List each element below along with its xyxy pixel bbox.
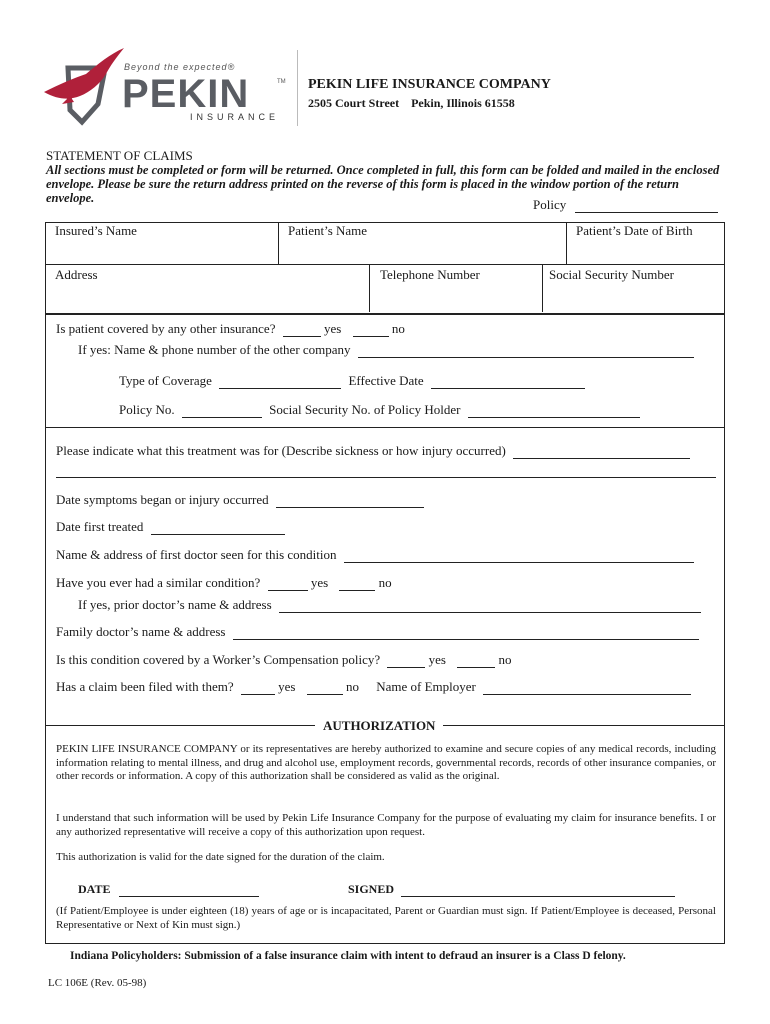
policy-no-input[interactable] [182, 403, 262, 418]
family-doctor-label: Family doctor’s name & address [56, 624, 226, 639]
brand-subtitle: INSURANCE [190, 112, 280, 122]
policy-holder-row [119, 402, 640, 418]
form-title: STATEMENT OF CLAIMS [46, 148, 193, 163]
treatment-description-input[interactable] [513, 444, 690, 459]
telephone-field[interactable]: Telephone Number [380, 267, 480, 282]
info-box-row-divider [45, 264, 725, 265]
brand-name: PEKIN [122, 72, 250, 116]
similar-condition-label: Have you ever had a similar condition? [56, 575, 261, 590]
workers-comp-row [56, 652, 511, 668]
eagle-shield-icon [40, 44, 130, 134]
ssn-holder-input[interactable] [468, 403, 640, 418]
policy-input[interactable] [575, 198, 718, 213]
company-name: PEKIN LIFE INSURANCE COMPANY [308, 77, 551, 92]
minor-signature-note: (If Patient/Employee is under eighteen (18) years of age or is incapacitated, Parent or Guardian must sign. If Patient/Employee is deceased, Personal Representative or Next of Kin must sign.) [56, 905, 716, 931]
treatment-description-label: Please indicate what this treatment was for (Describe sickness or how injury occurred) [56, 443, 506, 458]
date-symptoms-row [56, 492, 424, 508]
prior-doctor-input[interactable] [279, 598, 701, 613]
policy-field [533, 197, 718, 213]
other-company-label: If yes: Name & phone number of the other company [78, 342, 351, 357]
insured-name-field[interactable]: Insured’s Name [55, 223, 137, 238]
other-insurance-row [56, 321, 405, 337]
form-instructions: All sections must be completed or form will be returned. Once completed in full, this form can be folded and mailed in the enclosed envelope. Please be sure the return address printed on the reverse of this form is placed in the window portion of the return envelope. [46, 163, 720, 205]
employer-input[interactable] [483, 680, 691, 695]
employer-label: Name of Employer [376, 679, 476, 694]
date-symptoms-label: Date symptoms began or injury occurred [56, 492, 269, 507]
claim-filed-label: Has a claim been filed with them? [56, 679, 234, 694]
ssn-holder-label: Social Security No. of Policy Holder [269, 402, 461, 417]
info-box-col-divider [369, 264, 370, 312]
company-address: 2505 Court Street Pekin, Illinois 61558 [308, 96, 515, 110]
effective-date-label: Effective Date [348, 373, 424, 388]
other-insurance-no-label: no [391, 321, 405, 336]
prior-doctor-label: If yes, prior doctor’s name & address [78, 597, 272, 612]
signed-row [348, 882, 675, 897]
workers-comp-yes-label: yes [428, 652, 446, 667]
info-box-col-divider [542, 264, 543, 312]
authorization-title: AUTHORIZATION [315, 718, 443, 734]
info-box-col-divider [278, 222, 279, 264]
claim-filed-yes-input[interactable] [241, 680, 275, 695]
signed-label: SIGNED [348, 882, 395, 896]
header-divider [297, 50, 298, 126]
date-first-treated-input[interactable] [151, 520, 285, 535]
date-label: DATE [78, 882, 111, 896]
authorization-paragraph-3: This authorization is valid for the date signed for the duration of the claim. [56, 851, 385, 863]
brand-tagline: Beyond the expected® [124, 62, 236, 72]
address-field[interactable]: Address [55, 267, 98, 282]
date-input[interactable] [119, 882, 259, 897]
other-insurance-question: Is patient covered by any other insurance? [56, 321, 276, 336]
other-insurance-yes-label: yes [323, 321, 342, 336]
claim-filed-no-input[interactable] [307, 680, 343, 695]
prior-doctor-row [78, 597, 701, 613]
indiana-notice: Indiana Policyholders: Submission of a false insurance claim with intent to defraud an insurer is a Class D felony. [70, 950, 626, 962]
treatment-description-input-line2[interactable] [56, 463, 716, 478]
date-first-treated-label: Date first treated [56, 519, 144, 534]
signature-input[interactable] [401, 882, 675, 897]
workers-comp-label: Is this condition covered by a Worker’s Compensation policy? [56, 652, 381, 667]
treatment-description-row [56, 443, 690, 459]
info-box-col-divider [566, 222, 567, 264]
workers-comp-no-label: no [498, 652, 512, 667]
policy-label: Policy [533, 197, 567, 212]
other-insurance-no-input[interactable] [353, 322, 389, 337]
trademark-mark: TM [277, 79, 286, 85]
date-first-treated-row [56, 519, 285, 535]
coverage-row [119, 373, 585, 389]
other-company-input[interactable] [358, 343, 694, 358]
date-signature-row [78, 882, 259, 897]
similar-condition-yes-input[interactable] [268, 576, 308, 591]
other-company-row [78, 342, 694, 358]
similar-condition-yes-label: yes [310, 575, 329, 590]
type-of-coverage-input[interactable] [219, 374, 341, 389]
claim-filed-yes-label: yes [278, 679, 296, 694]
family-doctor-row [56, 624, 699, 640]
claim-filed-row [56, 679, 691, 695]
authorization-paragraph-1: PEKIN LIFE INSURANCE COMPANY or its representatives are hereby authorized to examine and secure copies of any medical records, including information relating to mental illness, and drug and alcohol use, employment records, governmental records, records of other insurance companies, or other records or information. A copy of this authorization shall be considered as valid as the original. [56, 743, 716, 782]
authorization-paragraph-2: I understand that such information will be used by Pekin Life Insurance Company for the purpose of evaluating my claim for insurance benefits. I or any authorized representative will receive a copy of this authorization upon request. [56, 812, 716, 838]
workers-comp-yes-input[interactable] [387, 653, 425, 668]
policy-no-label: Policy No. [119, 402, 175, 417]
similar-condition-row [56, 575, 392, 591]
other-insurance-yes-input[interactable] [283, 322, 321, 337]
type-of-coverage-label: Type of Coverage [119, 373, 212, 388]
similar-condition-no-label: no [378, 575, 392, 590]
effective-date-input[interactable] [431, 374, 585, 389]
similar-condition-no-input[interactable] [339, 576, 375, 591]
ssn-field[interactable]: Social Security Number [549, 267, 674, 282]
section-divider [45, 427, 725, 428]
claim-filed-no-label: no [345, 679, 359, 694]
patient-name-field[interactable]: Patient’s Name [288, 223, 368, 238]
first-doctor-row [56, 547, 694, 563]
date-symptoms-input[interactable] [276, 493, 424, 508]
first-doctor-input[interactable] [344, 548, 694, 563]
family-doctor-input[interactable] [233, 625, 699, 640]
first-doctor-label: Name & address of first doctor seen for this condition [56, 547, 337, 562]
patient-dob-field[interactable]: Patient’s Date of Birth [576, 223, 693, 238]
form-number: LC 106E (Rev. 05-98) [48, 977, 147, 989]
workers-comp-no-input[interactable] [457, 653, 495, 668]
